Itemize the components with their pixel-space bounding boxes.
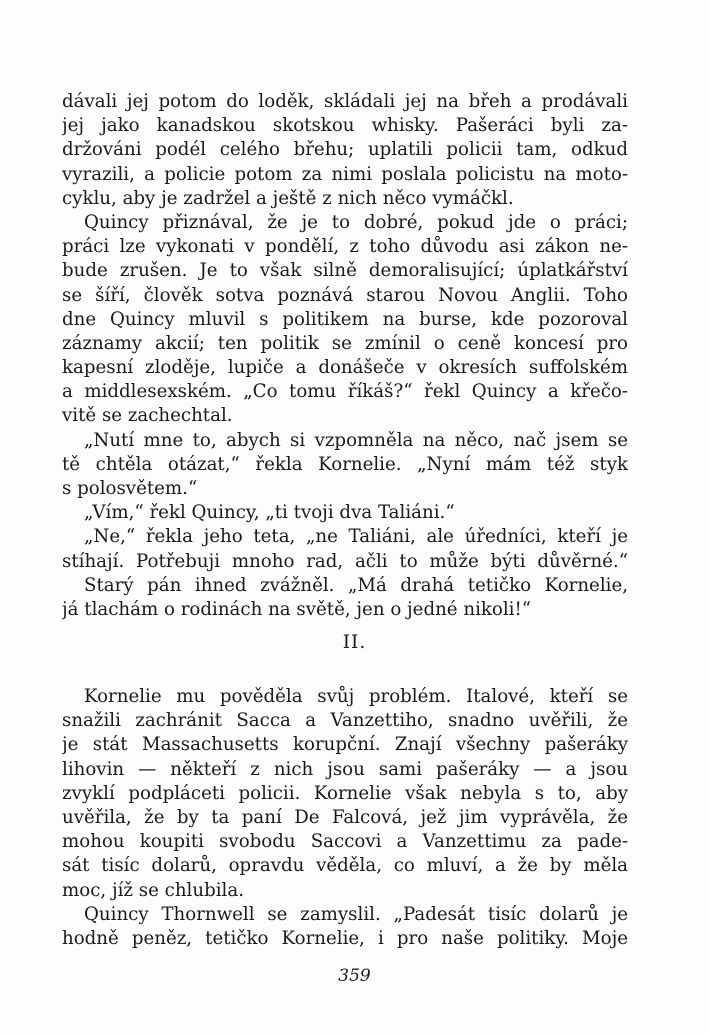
text-line: držováni podél celého břehu; uplatili policii tam, odkud [62,139,628,161]
text-section-2 [62,685,628,951]
text-line: dne Quincy mluvil s politikem na burse, kde pozoroval [62,308,628,330]
text-line: s polosvětem.“ [62,478,198,499]
text-line: snažili zachránit Sacca a Vanzettiho, snadno uvěřili, že [62,710,628,732]
text-line: vitě se zachechtal. [62,405,233,427]
text-line: práci lze vykonati v pondělí, z toho důvodu asi zákon ne- [62,236,628,258]
text-line: stíhají. Potřebuji mnoho rad, ačli to může býti důvěrné.“ [62,550,628,572]
text-line: uvěřila, že by ta paní De Falcová, jež jim vyprávěla, že [62,806,628,828]
text-line: dávali jej potom do loděk, skládali jej na břeh a prodávali [62,91,628,112]
page-number: 359 [338,966,371,986]
text-line: mohou koupiti svobodu Saccovi a Vanzettimu za pade- [62,831,628,853]
text-line: zvyklí podpláceti policii. Kornelie však nebyla s to, aby [62,782,628,804]
text-line: lihovin — někteří z nich jsou sami pašeráky — a jsou [62,758,628,780]
text-line: „Nutí mne to, abych si vzpomněla na něco, nač jsem se [84,429,628,451]
text-line: se šíří, člověk sotva poznává starou Novou Anglii. Toho [62,284,628,306]
text-line: cyklu, aby je zadržel a ještě z nich něco vymáčkl. [62,187,514,209]
text-line: vyrazili, a policie potom za nimi poslala policistu na moto- [62,163,628,185]
text-line: kapesní zloděje, lupiče a donášeče v okresích suffolském [62,357,628,379]
text-line: sát tisíc dolarů, opravdu věděla, co mluví, a že by měla [62,855,628,877]
text-line: tě chtěla otázat,“ řekla Kornelie. „Nyní mám též styk [62,453,628,475]
text-line: hodně peněz, tetičko Kornelie, i pro naše politiky. Moje [62,927,628,949]
text-line: Starý pán ihned zvážněl. „Má drahá tetičko Kornelie, [84,574,628,596]
text-line: záznamy akcií; ten politik se zmínil o ceně koncesí pro [62,332,628,354]
text-line: moc, jíž se chlubila. [62,879,244,901]
text-line: Kornelie mu pověděla svůj problém. Italové, kteří se [84,686,628,707]
text-line: „Ne,“ řekla jeho teta, „ne Taliáni, ale úředníci, kteří je [84,526,628,548]
text-line: já tlachám o rodinách na světě, jen o jedné nikoli!“ [62,598,532,620]
text-line: Quincy Thornwell se zamyslil. „Padesát tisíc dolarů je [84,903,628,925]
text-line: „Vím,“ řekl Quincy, „ti tvoji dva Taliáni.“ [84,502,455,524]
text-line: Quincy přiznával, že je to dobré, pokud jde o práci; [84,211,628,233]
text-section-1 [62,90,628,622]
text-line: jej jako kanadskou skotskou whisky. Pašeráci byli za- [62,115,628,137]
text-line: bude zrušen. Je to však silně demoralisující; úplatkářství [62,260,628,282]
text-line: je stát Massachusetts korupční. Znají všechny pašeráky [62,734,628,756]
chapter-heading: II. [342,632,367,653]
text-line: a middlesexském. „Co tomu říkáš?“ řekl Quincy a křečo- [62,381,628,403]
